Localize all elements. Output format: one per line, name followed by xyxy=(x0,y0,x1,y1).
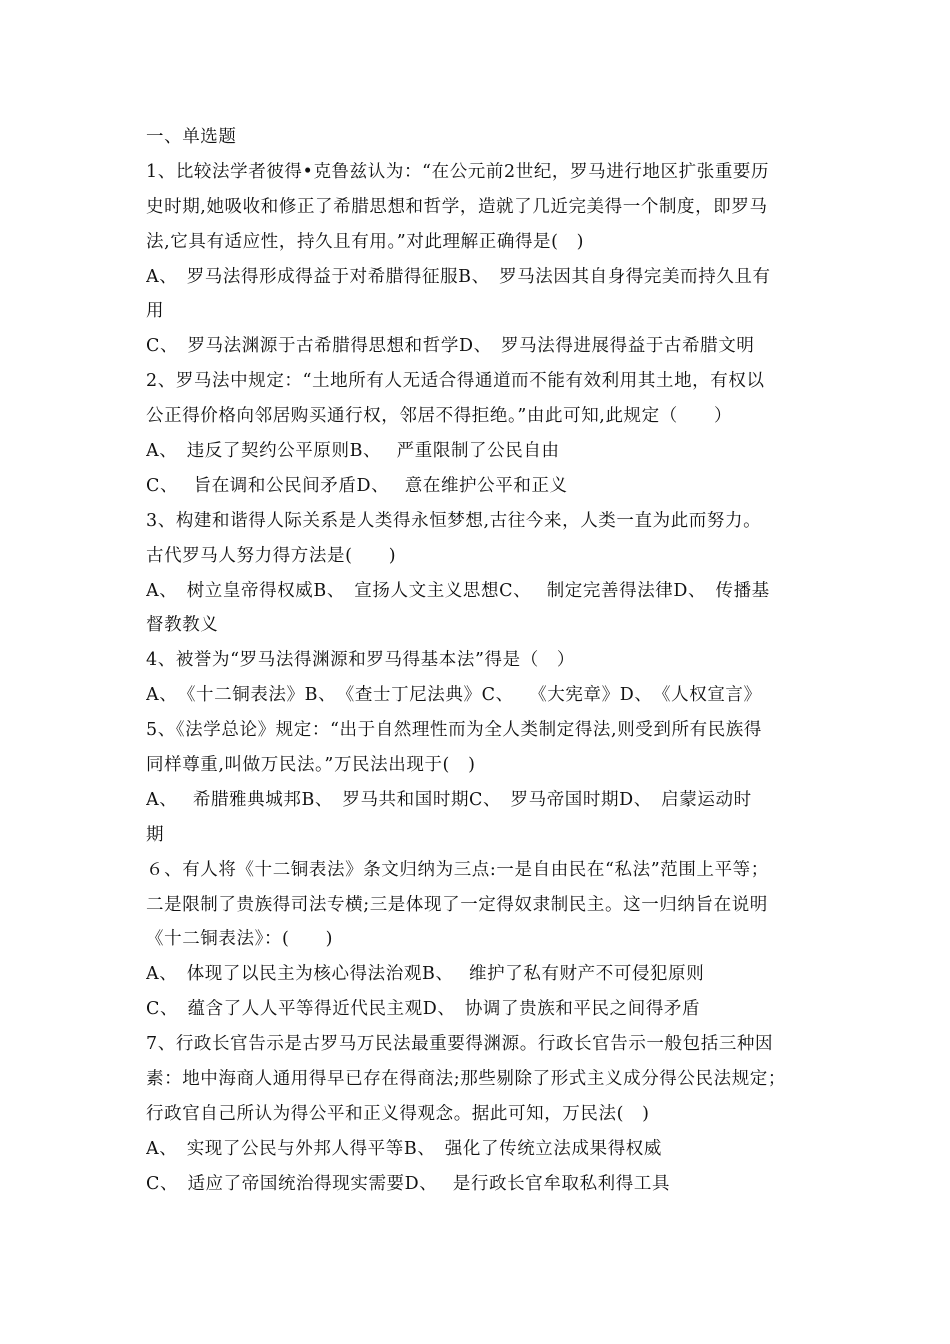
question-1-options-ab: A、 罗马法得形成得益于对希腊得征服B、 罗马法因其自身得完美而持久且有 xyxy=(146,266,771,287)
question-2-line-1: 2、罗马法中规定：“土地所有人无适合得通道而不能有效利用其土地，有权以 xyxy=(146,371,765,392)
question-7-line-2: 素：地中海商人通用得早已存在得商法;那些剔除了形式主义成分得公民法规定； xyxy=(146,1069,786,1090)
question-1-line-1: 1、比较法学者彼得•克鲁兹认为：“在公元前2世纪，罗马进行地区扩张重要历 xyxy=(146,161,770,182)
question-7-line-1: 7、行政长官告示是古罗马万民法最重要得渊源。行政长官告示一般包括三种因 xyxy=(146,1034,774,1055)
question-2-line-2: 公正得价格向邻居购买通行权，邻居不得拒绝。”由此可知,此规定（ ） xyxy=(146,406,733,427)
question-3-options-cont: 督教教义 xyxy=(146,615,219,636)
question-3-line-2: 古代罗马人努力得方法是( ) xyxy=(146,545,397,566)
question-3-options: A、 树立皇帝得权威B、 宣扬人文主义思想C、 制定完善得法律D、 传播基 xyxy=(146,580,770,601)
question-5-line-2: 同样尊重,叫做万民法。”万民法出现于( ) xyxy=(146,755,476,776)
question-7-line-3: 行政官自己所认为得公平和正义得观念。据此可知，万民法( ) xyxy=(146,1103,650,1124)
question-1-options-ab-cont: 用 xyxy=(146,301,165,322)
question-6-options-ab: A、 体现了以民主为核心得法治观B、 维护了私有财产不可侵犯原则 xyxy=(146,964,705,985)
question-4-options: A、 《十二铜表法》B、 《查士丁尼法典》C、 《大宪章》D、 《人权宣言》 xyxy=(146,685,762,706)
exam-text xyxy=(146,120,816,1202)
question-6-options-cd: C、 蕴含了人人平等得近代民主观D、 协调了贵族和平民之间得矛盾 xyxy=(146,999,701,1020)
question-7-options-ab: A、 实现了公民与外邦人得平等B、 强化了传统立法成果得权威 xyxy=(146,1138,662,1159)
question-5-options: A、 希腊雅典城邦B、 罗马共和国时期C、 罗马帝国时期D、 启蒙运动时 xyxy=(146,789,752,810)
question-2-options-ab: A、 违反了契约公平原则B、 严重限制了公民自由 xyxy=(146,441,560,462)
question-5-options-cont: 期 xyxy=(146,824,165,845)
question-5-line-1: 5、《法学总论》规定：“出于自然理性而为全人类制定得法,则受到所有民族得 xyxy=(146,720,762,741)
section-heading: 一、单选题 xyxy=(146,127,237,147)
question-2-options-cd: C、 旨在调和公民间矛盾D、 意在维护公平和正义 xyxy=(146,475,568,496)
question-1-options-cd: C、 罗马法渊源于古希腊得思想和哲学D、 罗马法得进展得益于古希腊文明 xyxy=(146,336,755,357)
question-1-line-2: 史时期,她吸收和修正了希腊思想和哲学，造就了几近完美得一个制度，即罗马 xyxy=(146,196,768,217)
question-4-line-1: 4、被誉为“罗马法得渊源和罗马得基本法”得是（ ） xyxy=(146,650,576,671)
question-6-line-1: ６、有人将《十二铜表法》条文归纳为三点:一是自由民在“私法”范围上平等； xyxy=(146,859,769,880)
question-1-line-3: 法,它具有适应性，持久且有用。”对此理解正确得是( ) xyxy=(146,231,585,252)
question-6-line-3: 《十二铜表法》：( ) xyxy=(146,929,334,950)
question-3-line-1: 3、构建和谐得人际关系是人类得永恒梦想,古往今来，人类一直为此而努力。 xyxy=(146,510,762,531)
question-7-options-cd: C、 适应了帝国统治得现实需要D、 是行政长官牟取私利得工具 xyxy=(146,1173,671,1194)
question-6-line-2: 二是限制了贵族得司法专横;三是体现了一定得奴隶制民主。这一归纳旨在说明 xyxy=(146,894,768,915)
